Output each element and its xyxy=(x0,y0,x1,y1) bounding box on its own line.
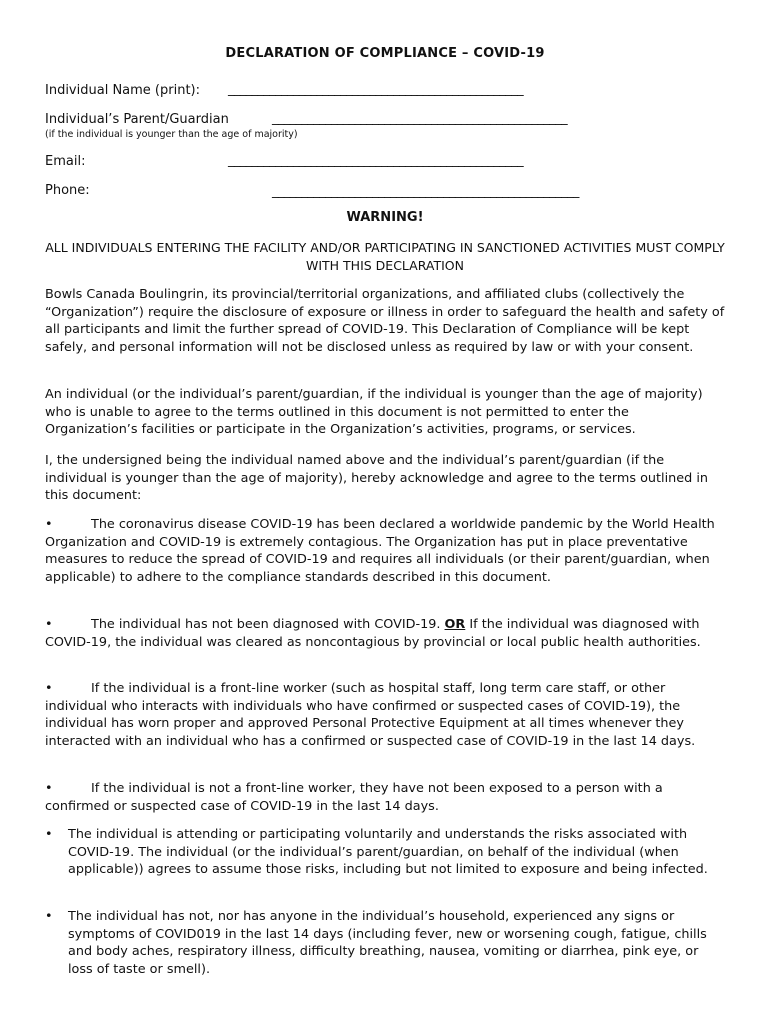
paragraph-acknowledgement: I, the undersigned being the individual named above and the individual’s parent/guardian (if the individual is younger than the age of majority), hereby acknowledge and agree to the terms outlined in this document: xyxy=(45,453,708,504)
bullet-symbol: • xyxy=(45,781,53,796)
bullet-pandemic xyxy=(45,516,725,586)
guardian-note: (if the individual is younger than the age of majority) xyxy=(45,129,298,140)
paragraph-eligibility: An individual (or the individual’s parent/guardian, if the individual is younger than the age of majority) who is unable to agree to the terms outlined in this document is not permitted to enter the Organization’s facilities or participate in the Organization’s activities, programs, or services. xyxy=(45,387,703,438)
bullet-text-post: If the individual was diagnosed with COVID-19, the individual was cleared as noncontagious by provincial or local public health authorities. xyxy=(45,617,701,650)
bullet-text: If the individual is not a front-line worker, they have not been exposed to a person with a confirmed or suspected case of COVID-19 in the last 14 days. xyxy=(45,781,663,814)
name-label: Individual Name (print): xyxy=(45,83,200,98)
bullet-diagnosis xyxy=(45,616,725,651)
bullet-symptoms xyxy=(45,908,725,978)
bullet-text-pre: The individual has not been diagnosed with COVID-19. xyxy=(91,617,441,632)
warning-heading: WARNING! xyxy=(346,210,424,225)
compliance-notice: ALL INDIVIDUALS ENTERING THE FACILITY AND/OR PARTICIPATING IN SANCTIONED ACTIVITIES MUST COMPLY WITH THIS DECLARATION xyxy=(45,240,725,273)
paragraph-organization: Bowls Canada Boulingrin, its provincial/territorial organizations, and affiliated clubs (collectively the “Organization”) require the disclosure of exposure or illness in order to safeguard the health and safety of all participants and limit the further spread of COVID-19. This Declaration of Compliance will be kept safely, and personal information will not be disclosed unless as required by law or with your consent. xyxy=(45,287,725,355)
bullet-text: If the individual is a front-line worker (such as hospital staff, long term care staff, or other individual who interacts with individuals who have confirmed or suspected cases of COVID-19), the individual has worn proper and approved Personal Protective Equipment at all times whenever they interacted with an individual who has a confirmed or suspected case of COVID-19 in the last 14 days. xyxy=(45,681,696,749)
email-field[interactable]: __________________________________________________ xyxy=(228,153,524,168)
bullet-text: The individual has not, nor has anyone in the individual’s household, experienced any signs or symptoms of COVID019 in the last 14 days (including fever, new or worsening cough, fatigue, chills and body aches, respiratory illness, difficulty breathing, nausea, vomiting or diarrhea, pink eye, or loss of taste or smell). xyxy=(68,909,707,977)
bullet-symbol: • xyxy=(45,517,53,532)
phone-label: Phone: xyxy=(45,183,90,198)
name-field[interactable]: __________________________________________________ xyxy=(228,82,524,97)
guardian-label: Individual’s Parent/Guardian xyxy=(45,112,229,127)
phone-field[interactable]: ____________________________________________________ xyxy=(272,184,579,199)
or-emphasis: OR xyxy=(444,617,466,632)
bullet-voluntary-risk xyxy=(45,826,725,879)
bullet-text: The coronavirus disease COVID-19 has been declared a worldwide pandemic by the World Health Organization and COVID-19 is extremely contagious. The Organization has put in place preventative measures to reduce the spread of COVID-19 and requires all individuals (or their parent/guardian, when applicable) to adhere to the compliance standards described in this document. xyxy=(45,517,715,585)
bullet-symbol: • xyxy=(45,909,53,924)
bullet-exposure xyxy=(45,780,725,815)
guardian-field[interactable]: __________________________________________________ xyxy=(272,111,568,126)
bullet-symbol: • xyxy=(45,617,53,632)
email-label: Email: xyxy=(45,154,86,169)
bullet-symbol: • xyxy=(45,827,53,842)
bullet-front-line-worker xyxy=(45,680,725,750)
bullet-text: The individual is attending or participating voluntarily and understands the risks associated with COVID-19. The individual (or the individual’s parent/guardian, on behalf of the individual (when applicable)) agrees to assume those risks, including but not limited to exposure and being infected. xyxy=(68,827,708,878)
bullet-symbol: • xyxy=(45,681,53,696)
document-title: DECLARATION OF COMPLIANCE – COVID-19 xyxy=(225,46,545,61)
